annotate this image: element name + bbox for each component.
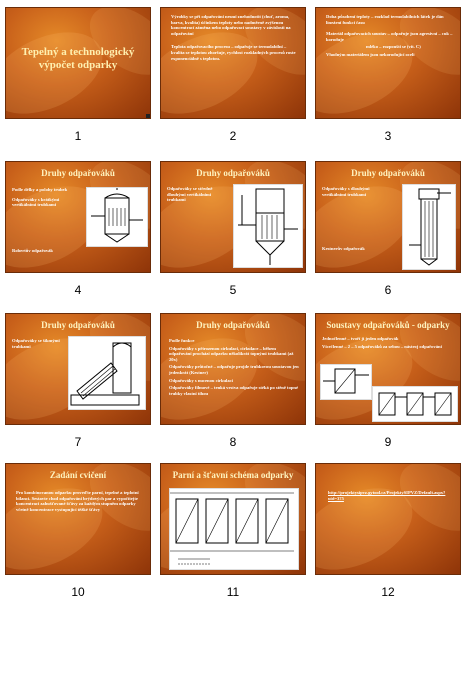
slide-preview [315,463,461,575]
bullet-text: Výrobky se při odpařování nesmí znehodnotit (chuť, aroma, barva, kvalita) účinkem teploty nebo nadměrně zvýšenou koncentrací záměna nebo odpařovací soustavy v závislosti na odpařování [171,14,291,36]
slide-body [16,490,142,514]
slide-preview [160,313,306,425]
slide-preview [5,7,151,119]
evaporator-diagram [86,187,148,247]
slide-body [12,187,70,210]
slide-preview [5,161,151,273]
bullet-text: Odpařováky s nucenou cirkulací [169,377,233,383]
steam-juice-scheme-diagram [169,488,299,570]
slide-preview [160,463,306,575]
slide-title: Tepelný a technologický výpočet odparky [21,46,135,71]
evaporator-diagram [233,184,303,268]
bullet-text: Odpařováky s krátkými vertikálními trubkami [12,196,60,208]
single-stage-diagram [320,364,372,400]
slide-title: Druhy odpařováků [196,320,270,330]
slide-thumbnail-7[interactable] [5,313,151,449]
slide-preview [315,313,461,425]
slide-thumbnail-6[interactable] [315,161,461,297]
bullet-text: Odpařováky s dlouhými vertikálními trubkami [322,186,370,197]
bullet-text: Vhodným materiálem jsou nekorodující oceli [326,51,415,57]
bullet-text: mléko – rozpouští se (vit. C) [366,44,421,50]
slide-body [326,14,454,60]
multi-stage-diagram [372,386,458,422]
slide-body [171,14,299,63]
slide-number: 10 [71,585,85,599]
bullet-text: Podle funkce [169,338,195,343]
bullet-text: Odpařováky se šikmými trubkami [12,338,60,349]
bullet-text: Odpařováky průtočné – odpařuje projde trubkovou soustavou jen jedenkrát (Kestner) [169,364,299,375]
slide-thumbnail-12[interactable] [315,463,461,599]
slide-thumbnail-3[interactable] [315,7,461,143]
slide-title: Druhy odpařováků [196,168,270,178]
slide-title: Druhy odpařováků [41,320,115,330]
slide-thumbnail-11[interactable] [160,463,306,599]
slide-number: 9 [384,435,392,449]
slide-title: Parní a šťavní schéma odparky [172,470,294,480]
slide-body [169,338,299,398]
slide-thumbnail-5[interactable] [160,161,306,297]
bullet-text: Odpařováky filmové – tenká vrstva odpařuje stéká po stěně topné trubky vlastní tíhou [169,385,299,396]
slide-thumbnail-9[interactable] [315,313,461,449]
slide-preview [5,313,151,425]
slide-title: Druhy odpařováků [351,168,425,178]
slide-title: Soustavy odpařováků - odparky [326,320,450,330]
resource-link[interactable]: http://projektysipvz.gytool.cz/ProjektySIPVZ/Default.aspx?uid=375 [328,490,446,501]
slide-body [167,186,223,205]
bullet-text: Vícečlenné – 2 – 5 odpařováků za sebou – nástroj odpařování [322,343,442,349]
slide-preview [315,7,461,119]
bullet-text: Teplota odpařovacího procesu – odpařuje se termolabilní – kvalita se teplotou zhoršuje, rychlost rozkladných procesů roste exponenciálně s teplotou. [171,44,296,61]
slide-thumbnail-10[interactable] [5,463,151,599]
slide-number: 11 [226,585,240,599]
bullet-text: Materiál odpařovacích soustav – odpařuje jsou agresivní – cuk – koroduje [326,31,453,42]
slide-number: 2 [229,129,237,143]
slide-thumbnail-2[interactable] [160,7,306,143]
slide-number: 5 [229,283,237,297]
bullet-text: Pro kombinovanou odparku proveďte parní, tepelné a teplotní bilanci. Sestavte chod odpařování brýdových par a vypočítejte koncentraci zahušťované šťávy za každým stupněm odparky včetně koncentrace vystupující těžké šťávy [16,490,139,512]
slide-preview [315,161,461,273]
slide-thumbnail-4[interactable] [5,161,151,297]
slide-number: 7 [74,435,82,449]
slide-number: 1 [74,129,82,143]
evaporator-diagram [402,184,456,270]
slide-number: 3 [384,129,392,143]
slide-thumbnail-8[interactable] [160,313,306,449]
slide-thumbnail-1[interactable] [5,7,151,143]
slide-preview [5,463,151,575]
slide-body [12,338,62,351]
selection-handle-icon [146,114,151,119]
figure-caption: Kestnerův odpařovák [322,246,365,251]
bullet-text: Jednočlenné – tvoří ji jeden odpařovák [322,336,399,341]
slide-number: 8 [229,435,237,449]
slide-title: Zadání cvičení [49,470,107,480]
evaporator-diagram [68,336,146,410]
bullet-text: Odpařováky s přirozenou cirkulací, cirkulace – během odpařování prochází odparku několikrát topnými trubkami (až 20x) [169,345,294,362]
slide-number: 12 [381,585,395,599]
figure-caption: Robertův odpařovák [12,248,53,253]
slide-body [322,186,384,199]
slide-number: 4 [74,283,82,297]
slide-body [322,336,454,351]
slide-preview [160,7,306,119]
slide-preview [160,161,306,273]
slide-title: Druhy odpařováků [41,168,115,178]
slide-number: 6 [384,283,392,297]
bullet-text: Doba působení teploty – rozklad termolabilních látek je dán lineární funkcí času [326,14,444,25]
bullet-text: Odpařováky se středně dlouhými vertikálními trubkami [167,186,213,203]
bullet-text: Podle délky a polohy trubek [12,187,68,192]
